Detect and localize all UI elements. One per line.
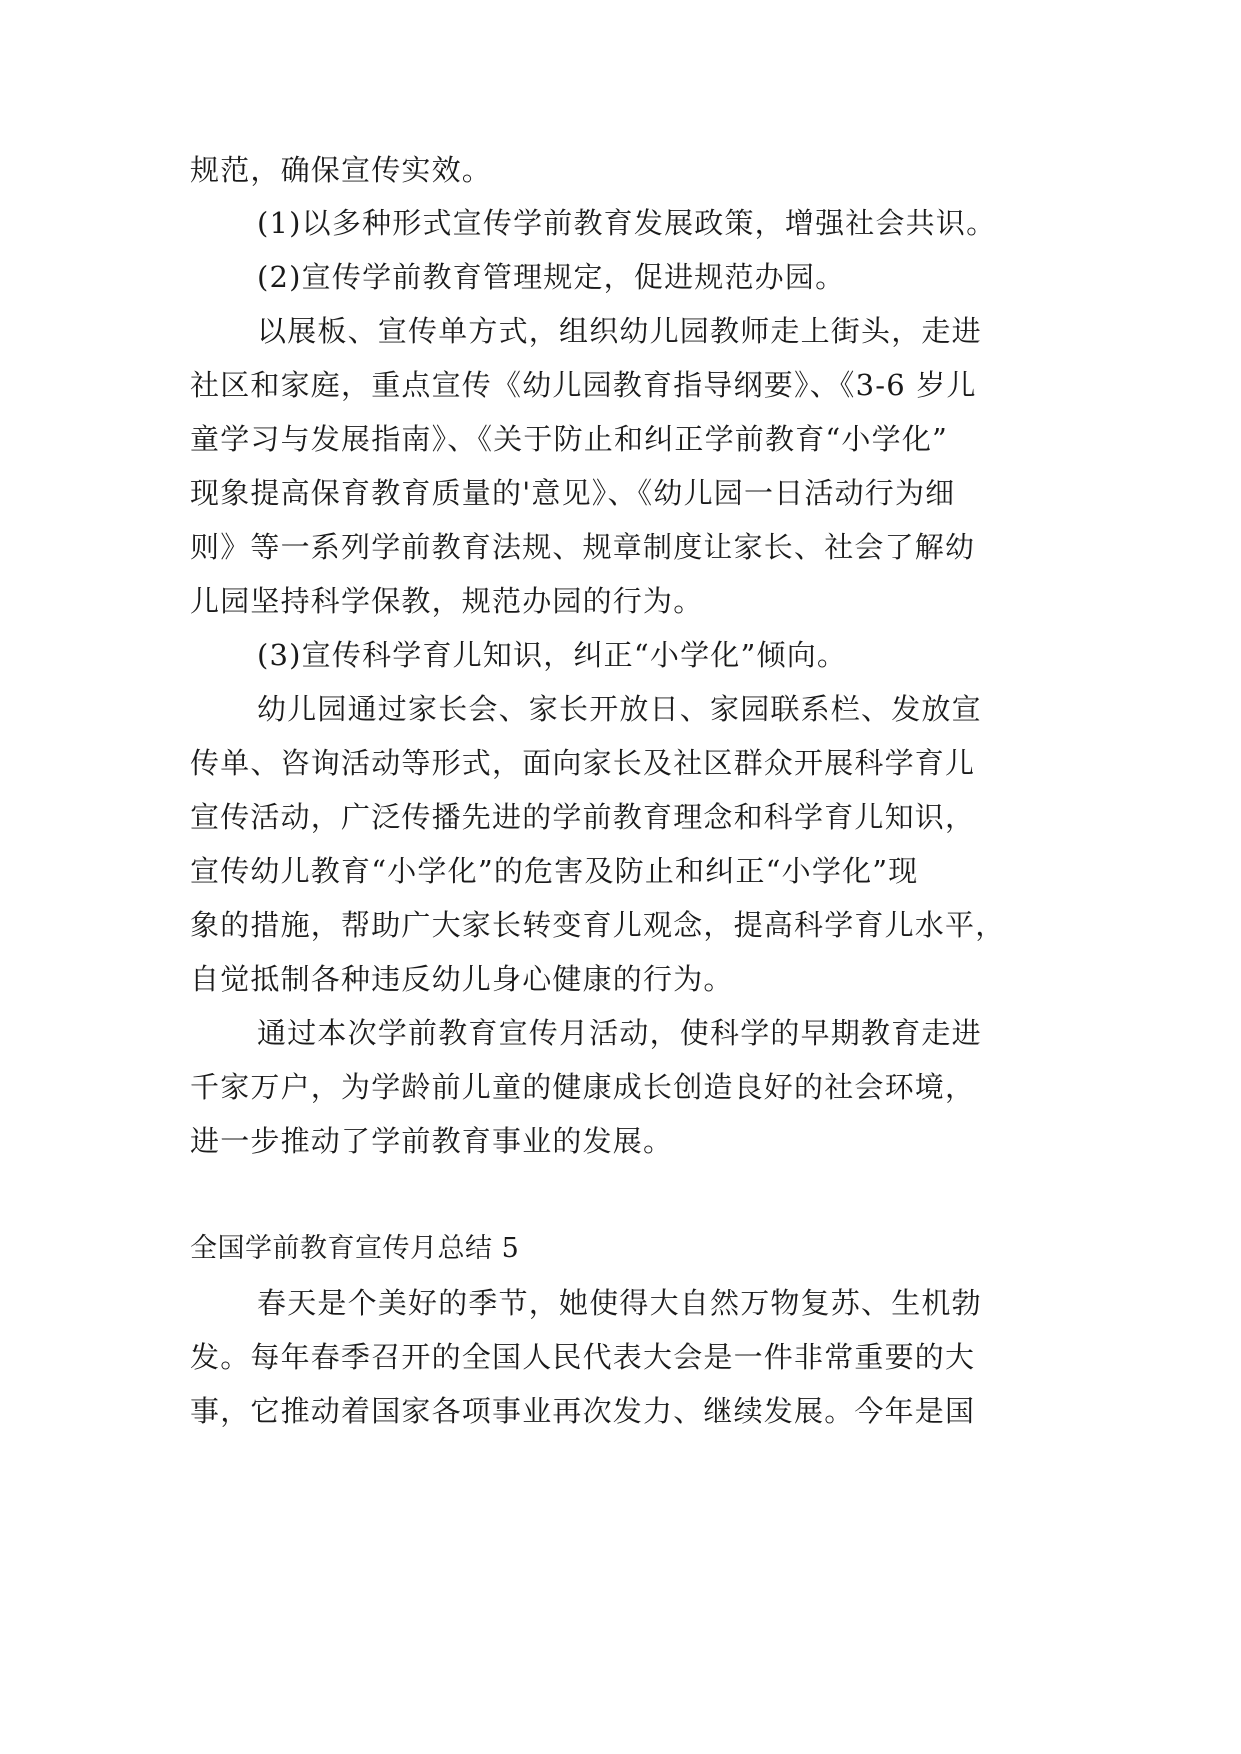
paragraph-line: 童学习与发展指南》、《关于防止和纠正学前教育“小学化” (190, 422, 949, 456)
paragraph-line: 千家万户，为学龄前儿童的健康成长创造良好的社会环境， (190, 1070, 976, 1104)
paragraph-line: 自觉抵制各种违反幼儿身心健康的行为。 (190, 962, 734, 996)
paragraph-line: 发。每年春季召开的全国人民代表大会是一件非常重要的大 (190, 1340, 976, 1374)
paragraph-line: 宣传活动，广泛传播先进的学前教育理念和科学育儿知识， (190, 800, 976, 834)
paragraph-line: 规范，确保宣传实效。 (190, 153, 493, 187)
paragraph-line: 社区和家庭，重点宣传《幼儿园教育指导纲要》、《3-6 岁儿 (190, 368, 977, 402)
paragraph-line: 象的措施，帮助广大家长转变育儿观念，提高科学育儿水平， (190, 908, 1006, 942)
list-item-line: (2)宣传学前教育管理规定，促进规范办园。 (257, 260, 846, 294)
paragraph-line: 进一步推动了学前教育事业的发展。 (190, 1124, 674, 1158)
paragraph-line: 现象提高保育教育质量的'意见》、《幼儿园一日活动行为细 (190, 476, 956, 510)
paragraph-line: 春天是个美好的季节，她使得大自然万物复苏、生机勃 (257, 1286, 982, 1320)
paragraph-line: 以展板、宣传单方式，组织幼儿园教师走上街头，走进 (257, 314, 982, 348)
paragraph-line: 通过本次学前教育宣传月活动，使科学的早期教育走进 (257, 1016, 982, 1050)
list-item-line: (3)宣传科学育儿知识，纠正“小学化”倾向。 (257, 638, 848, 672)
paragraph-line: 传单、咨询活动等形式，面向家长及社区群众开展科学育儿 (190, 746, 976, 780)
paragraph-line: 事，它推动着国家各项事业再次发力、继续发展。今年是国 (190, 1394, 976, 1428)
section-heading: 全国学前教育宣传月总结 5 (190, 1233, 520, 1264)
paragraph-line: 宣传幼儿教育“小学化”的危害及防止和纠正“小学化”现 (190, 854, 919, 888)
paragraph-line: 则》等一系列学前教育法规、规章制度让家长、社会了解幼 (190, 530, 976, 564)
list-item-line: (1)以多种形式宣传学前教育发展政策，增强社会共识。 (257, 206, 997, 240)
paragraph-line: 儿园坚持科学保教，规范办园的行为。 (190, 584, 704, 618)
paragraph-line: 幼儿园通过家长会、家长开放日、家园联系栏、发放宣 (257, 692, 982, 726)
